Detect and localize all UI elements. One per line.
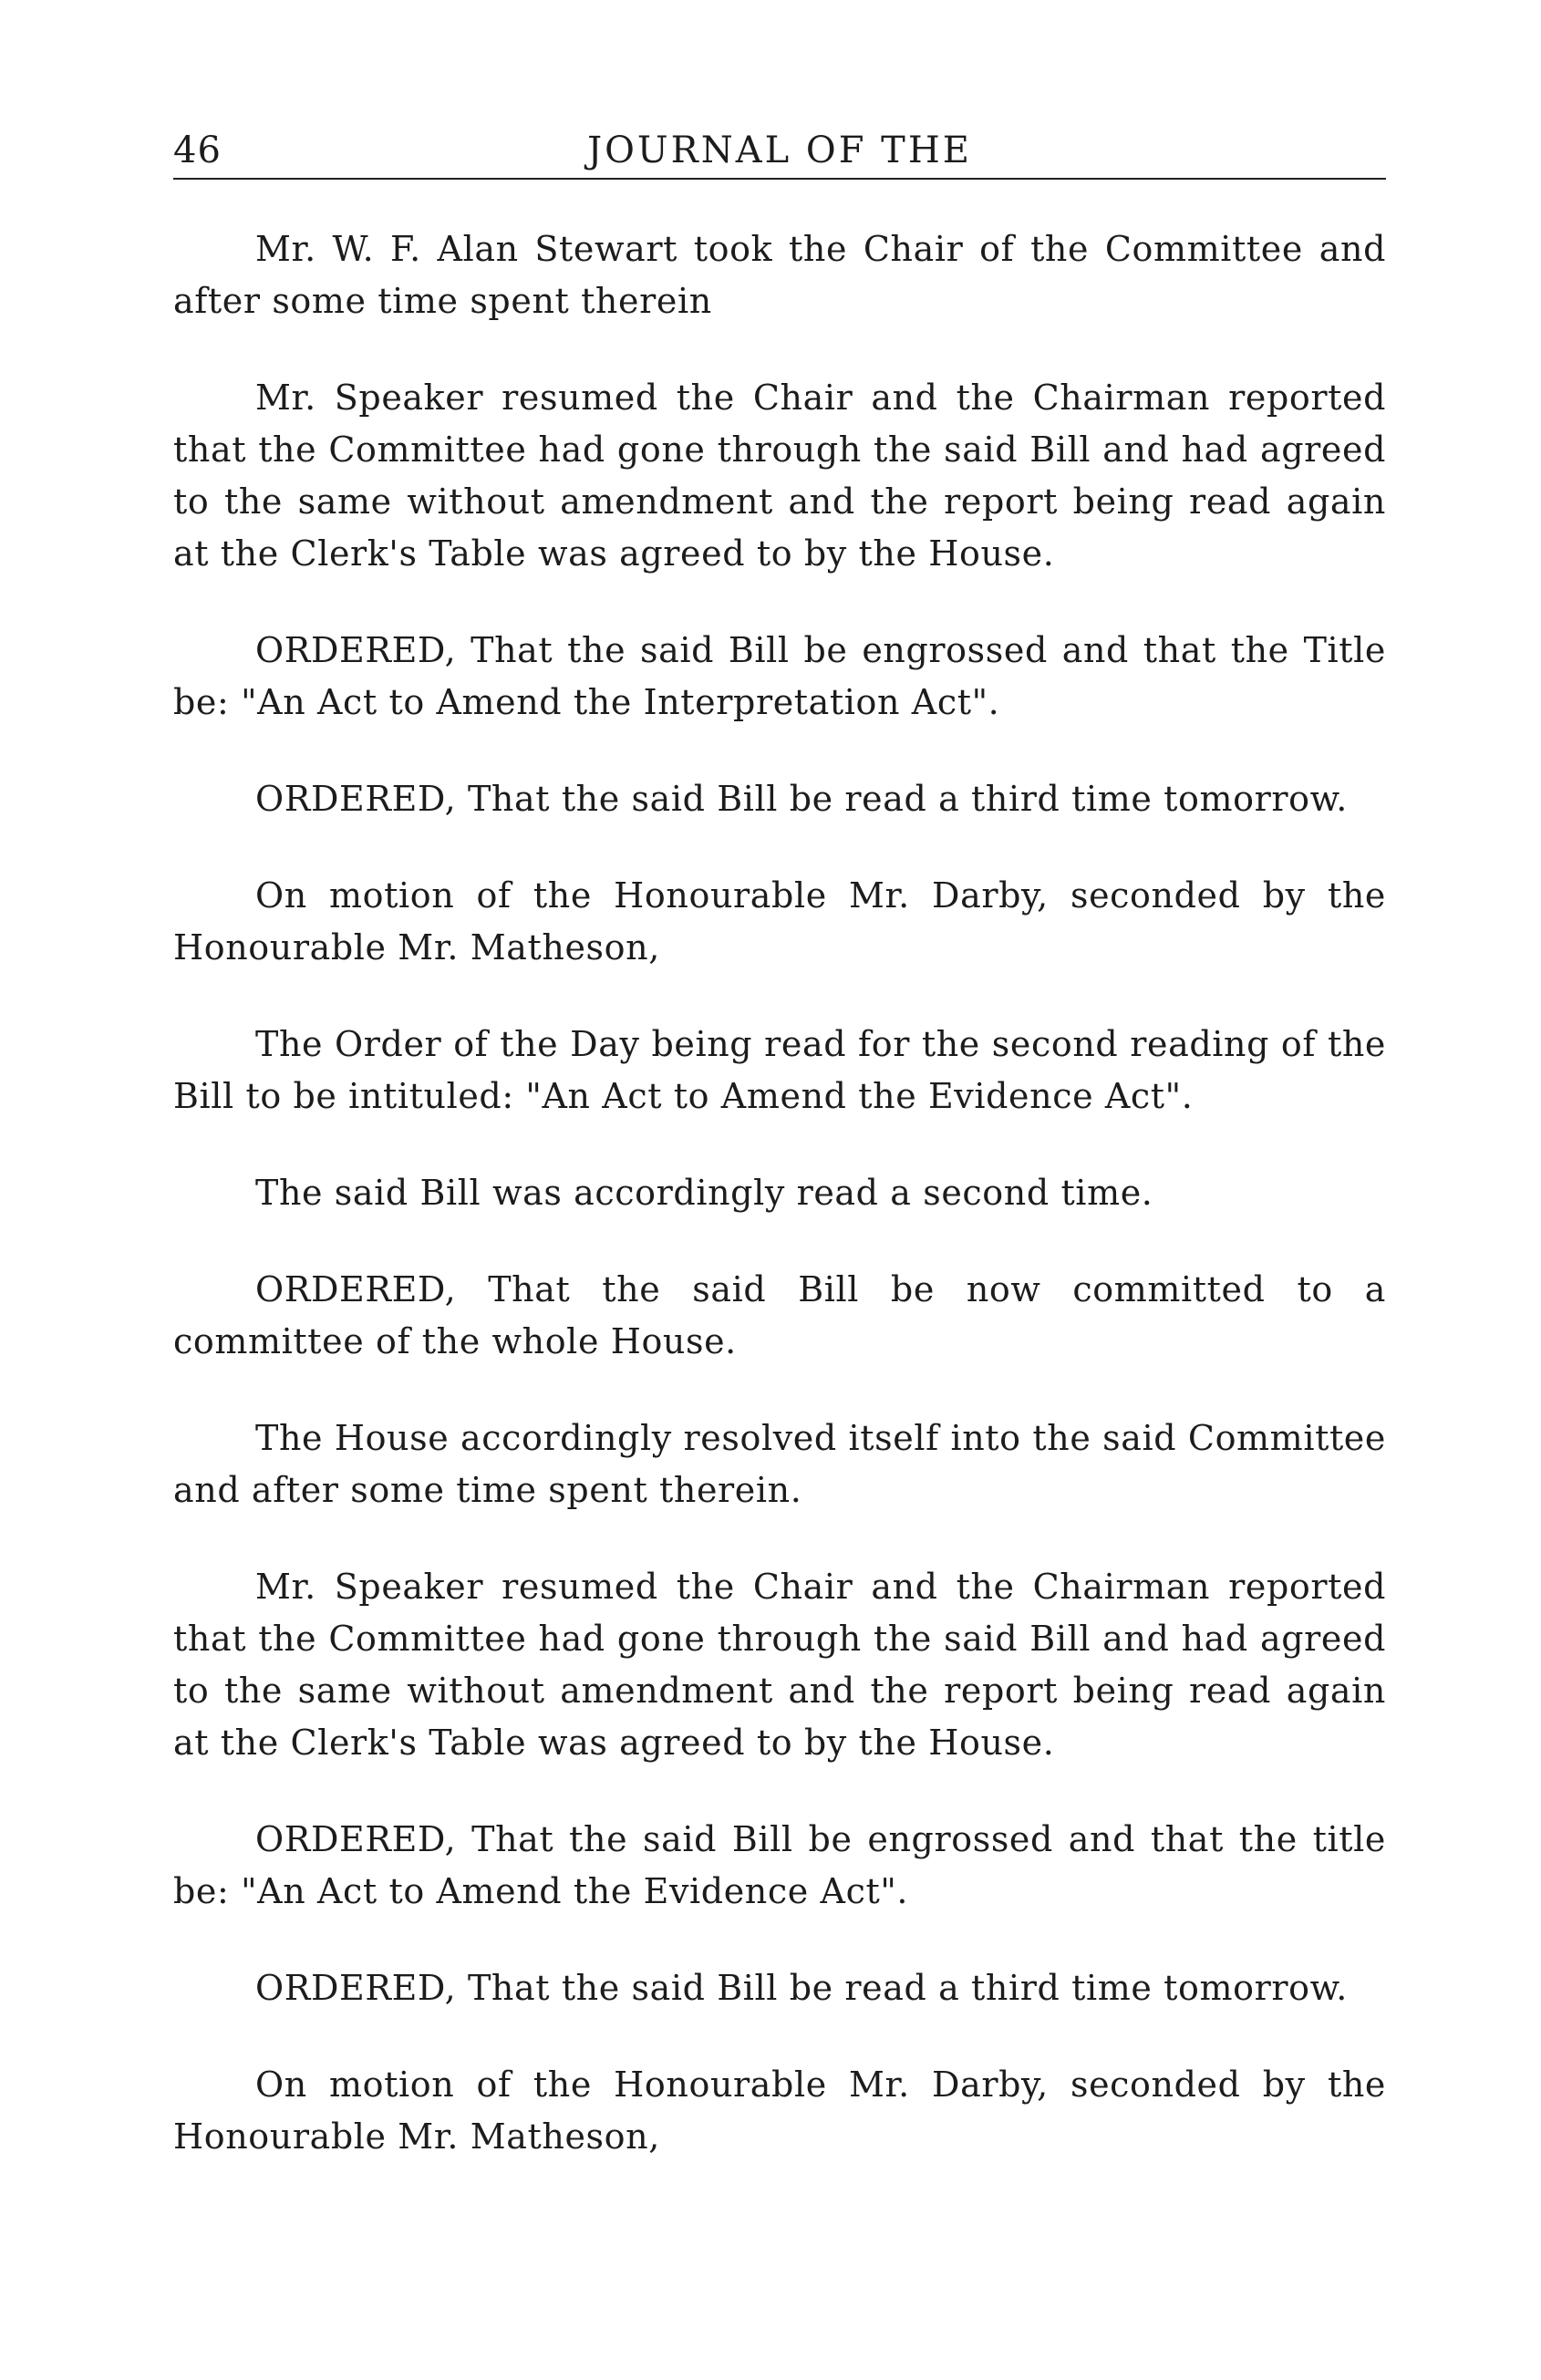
paragraph-ordered-engrossed-1: ORDERED, That the said Bill be engrossed and that the Title be: "An Act to Amend the Interpretation Act". [173, 630, 1386, 722]
paragraph-speaker-report-2: Mr. Speaker resumed the Chair and the Chairman reported that the Committee had gone through the said Bill and had agreed to the same without amendment and the report being read again at the Clerk's Table was agreed to by the House. [173, 1567, 1386, 1763]
paragraph-house-resolved: The House accordingly resolved itself into the said Committee and after some time spent therein. [173, 1418, 1386, 1510]
journal-body [173, 223, 1386, 2208]
paragraph-ordered-engrossed-2: ORDERED, That the said Bill be engrossed and that the title be: "An Act to Amend the Evidence Act". [173, 1819, 1386, 1911]
page-number: 46 [173, 129, 222, 171]
paragraph-speaker-report-1: Mr. Speaker resumed the Chair and the Chairman reported that the Committee had gone through the said Bill and had agreed to the same without amendment and the report being read again at the Clerk's Table was agreed to by the House. [173, 378, 1386, 574]
paragraph-motion-2: On motion of the Honourable Mr. Darby, seconded by the Honourable Mr. Matheson, [173, 2064, 1386, 2157]
paragraph-second-reading: The said Bill was accordingly read a second time. [255, 1173, 1153, 1213]
paragraph-motion-1: On motion of the Honourable Mr. Darby, seconded by the Honourable Mr. Matheson, [173, 875, 1386, 968]
paragraph-ordered-third-reading-1: ORDERED, That the said Bill be read a third time tomorrow. [255, 779, 1348, 819]
paragraph-stewart-chair: Mr. W. F. Alan Stewart took the Chair of the Committee and after some time spent therein [173, 229, 1386, 321]
page-header [173, 117, 1386, 181]
paragraph-ordered-third-reading-2: ORDERED, That the said Bill be read a third time tomorrow. [255, 1968, 1348, 2008]
running-title: JOURNAL OF THE [587, 129, 972, 171]
header-rule [173, 178, 1386, 180]
paragraph-ordered-committed: ORDERED, That the said Bill be now committed to a committee of the whole House. [173, 1269, 1386, 1361]
paragraph-order-of-day: The Order of the Day being read for the second reading of the Bill to be intituled: "An Act to Amend the Evidence Act". [173, 1024, 1386, 1116]
